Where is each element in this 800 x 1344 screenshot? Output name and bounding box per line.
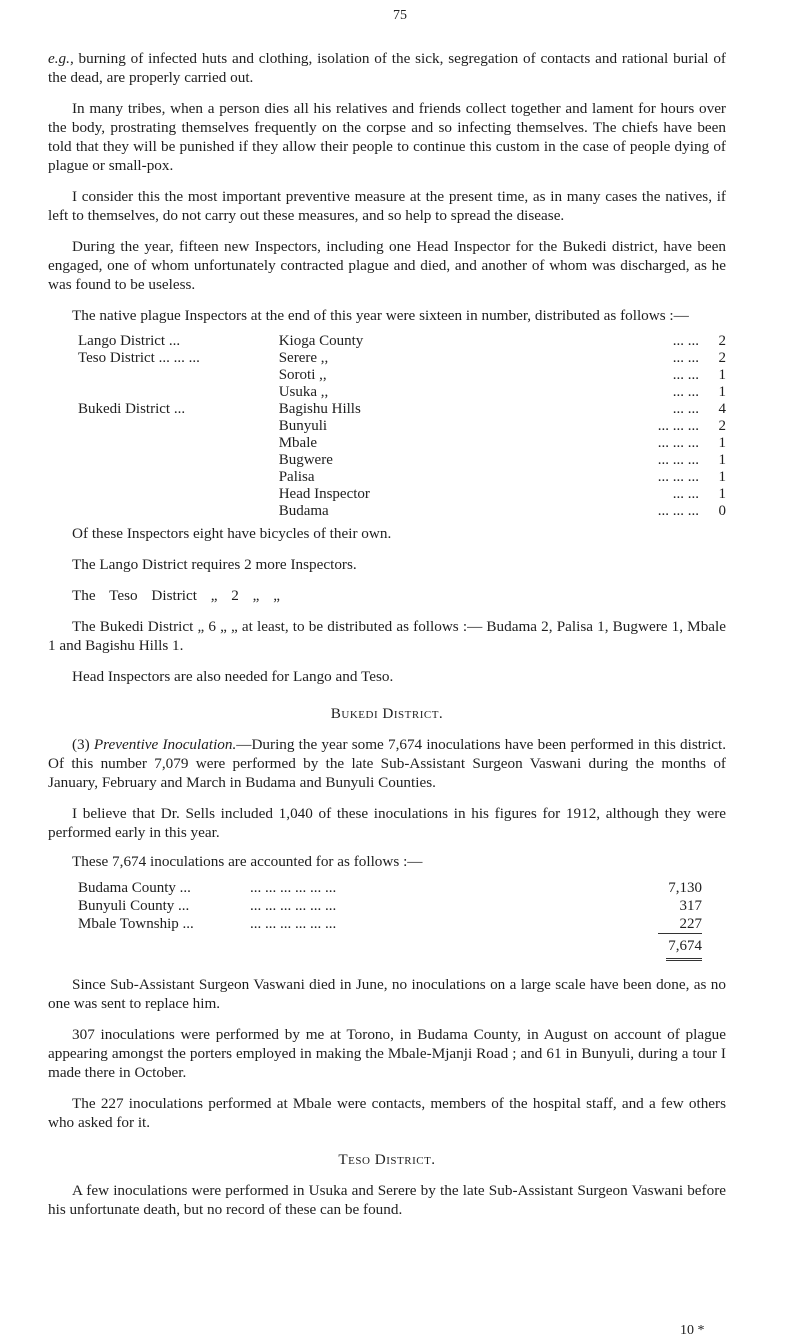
table-row: Usuka ,, ... ... 1 [278, 384, 726, 400]
table-row: Mbale Township ... ... ... ... ... ... ... 227 [78, 916, 702, 932]
table-row: Teso District ... ... ... Serere ,, ... ... 2 [78, 350, 726, 366]
paragraph-teso-needs: The Teso District „ 2 „ „ [72, 587, 280, 604]
page-number: 75 [393, 8, 407, 23]
table-row: Budama ... ... ... 0 [278, 503, 726, 519]
paragraph-torono: 307 inoculations were performed by me at Torono, in Budama County, in August on account of plague appearing amongst the porters employed in making the Mbale-Mjanji Road ; and 61 in Bunyuli, during a tour I made there in October. [48, 1026, 726, 1081]
table-row: Lango District ... Kioga County ... ... 2 [78, 333, 726, 349]
paragraph-tribes: In many tribes, when a person dies all his relatives and friends collect together and lament for hours over the body, prostrating themselves frequently on the corpse and so infecting themselves. The chiefs have been told that they will be punished if they allow their people to continue this custom in the case of people dying of plague or small-pox. [48, 100, 726, 174]
table-row: Bunyuli ... ... ... 2 [278, 418, 726, 434]
paragraph-teso: A few inoculations were performed in Usuka and Serere by the late Sub-Assistant Surgeon Vaswani before his unfortunate death, but no record of these can be found. [48, 1182, 726, 1218]
table-row: Budama County ... ... ... ... ... ... ... 7,130 [78, 880, 702, 896]
section-title: Preventive Inoculation. [93, 736, 237, 753]
paragraph-preventive: I consider this the most important preventive measure at the present time, as in many cases the natives, if left to themselves, do not carry out these measures, and so help to spread the disease. [48, 188, 726, 224]
signature-mark: 10 * [680, 1323, 705, 1338]
table-row: Soroti ,, ... ... 1 [278, 367, 726, 383]
paragraph-eg [48, 49, 726, 87]
paragraph-sells: I believe that Dr. Sells included 1,040 of these inoculations in his figures for 1912, although they were performed early in this year. [48, 805, 726, 841]
paragraph-bicycles: Of these Inspectors eight have bicycles of their own. [72, 525, 392, 542]
total-row [78, 933, 702, 961]
section-number: (3) [72, 736, 90, 753]
inoculations-total: 7,674 [668, 938, 702, 954]
paragraph-lango-needs: The Lango District requires 2 more Inspectors. [72, 556, 357, 573]
paragraph-distribution: The native plague Inspectors at the end of this year were sixteen in number, distributed as follows :— [72, 307, 689, 324]
paragraph-eg-text: , burning of infected huts and clothing, isolation of the sick, segregation of contacts and rational burial of the dead, are properly carried out. [48, 50, 726, 86]
table-row: Head Inspector ... ... 1 [278, 486, 726, 502]
paragraph-head-inspectors: Head Inspectors are also needed for Lango and Teso. [72, 668, 394, 685]
paragraph-accounted: These 7,674 inoculations are accounted for as follows :— [72, 853, 423, 870]
eg-prefix: e.g. [48, 50, 70, 67]
table-row: Palisa ... ... ... 1 [278, 469, 726, 485]
table-row: Mbale ... ... ... 1 [278, 435, 726, 451]
paragraph-vaswani-died: Since Sub-Assistant Surgeon Vaswani died in June, no inoculations on a large scale have been done, as no one was sent to replace him. [48, 976, 726, 1012]
heading-teso-district: Teso District. [338, 1151, 436, 1168]
paragraph-mbale-contacts: The 227 inoculations performed at Mbale were contacts, members of the hospital staff, and a few others who asked for it. [48, 1095, 726, 1131]
paragraph-inspectors-engaged: During the year, fifteen new Inspectors, including one Head Inspector for the Bukedi district, have been engaged, one of whom unfortunately contracted plague and died, and another of whom was discharged, as he was found to be useless. [48, 238, 726, 293]
inspectors-table [78, 333, 726, 520]
table-row: Bukedi District ... Bagishu Hills ... ... 4 [78, 401, 726, 417]
double-rule [666, 958, 702, 961]
paragraph-section-3 [48, 735, 726, 792]
section-text: —During the year some 7,674 inoculations have been performed in this district. Of this number 7,079 were performed by the late Sub-Assistant Surgeon Vaswani during the months of January, February and March in Budama and Bunyuli Counties. [48, 736, 726, 791]
heading-bukedi-district: Bukedi District. [330, 705, 444, 722]
table-row: Bugwere ... ... ... 1 [278, 452, 726, 468]
table-row: Bunyuli County ... ... ... ... ... ... ... 317 [78, 898, 702, 914]
inoculations-table [78, 879, 702, 961]
paragraph-bukedi-needs: The Bukedi District „ 6 „ „ at least, to be distributed as follows :— Budama 2, Palisa 1, Bugwere 1, Mbale 1 and Bagishu Hills 1. [48, 618, 726, 654]
